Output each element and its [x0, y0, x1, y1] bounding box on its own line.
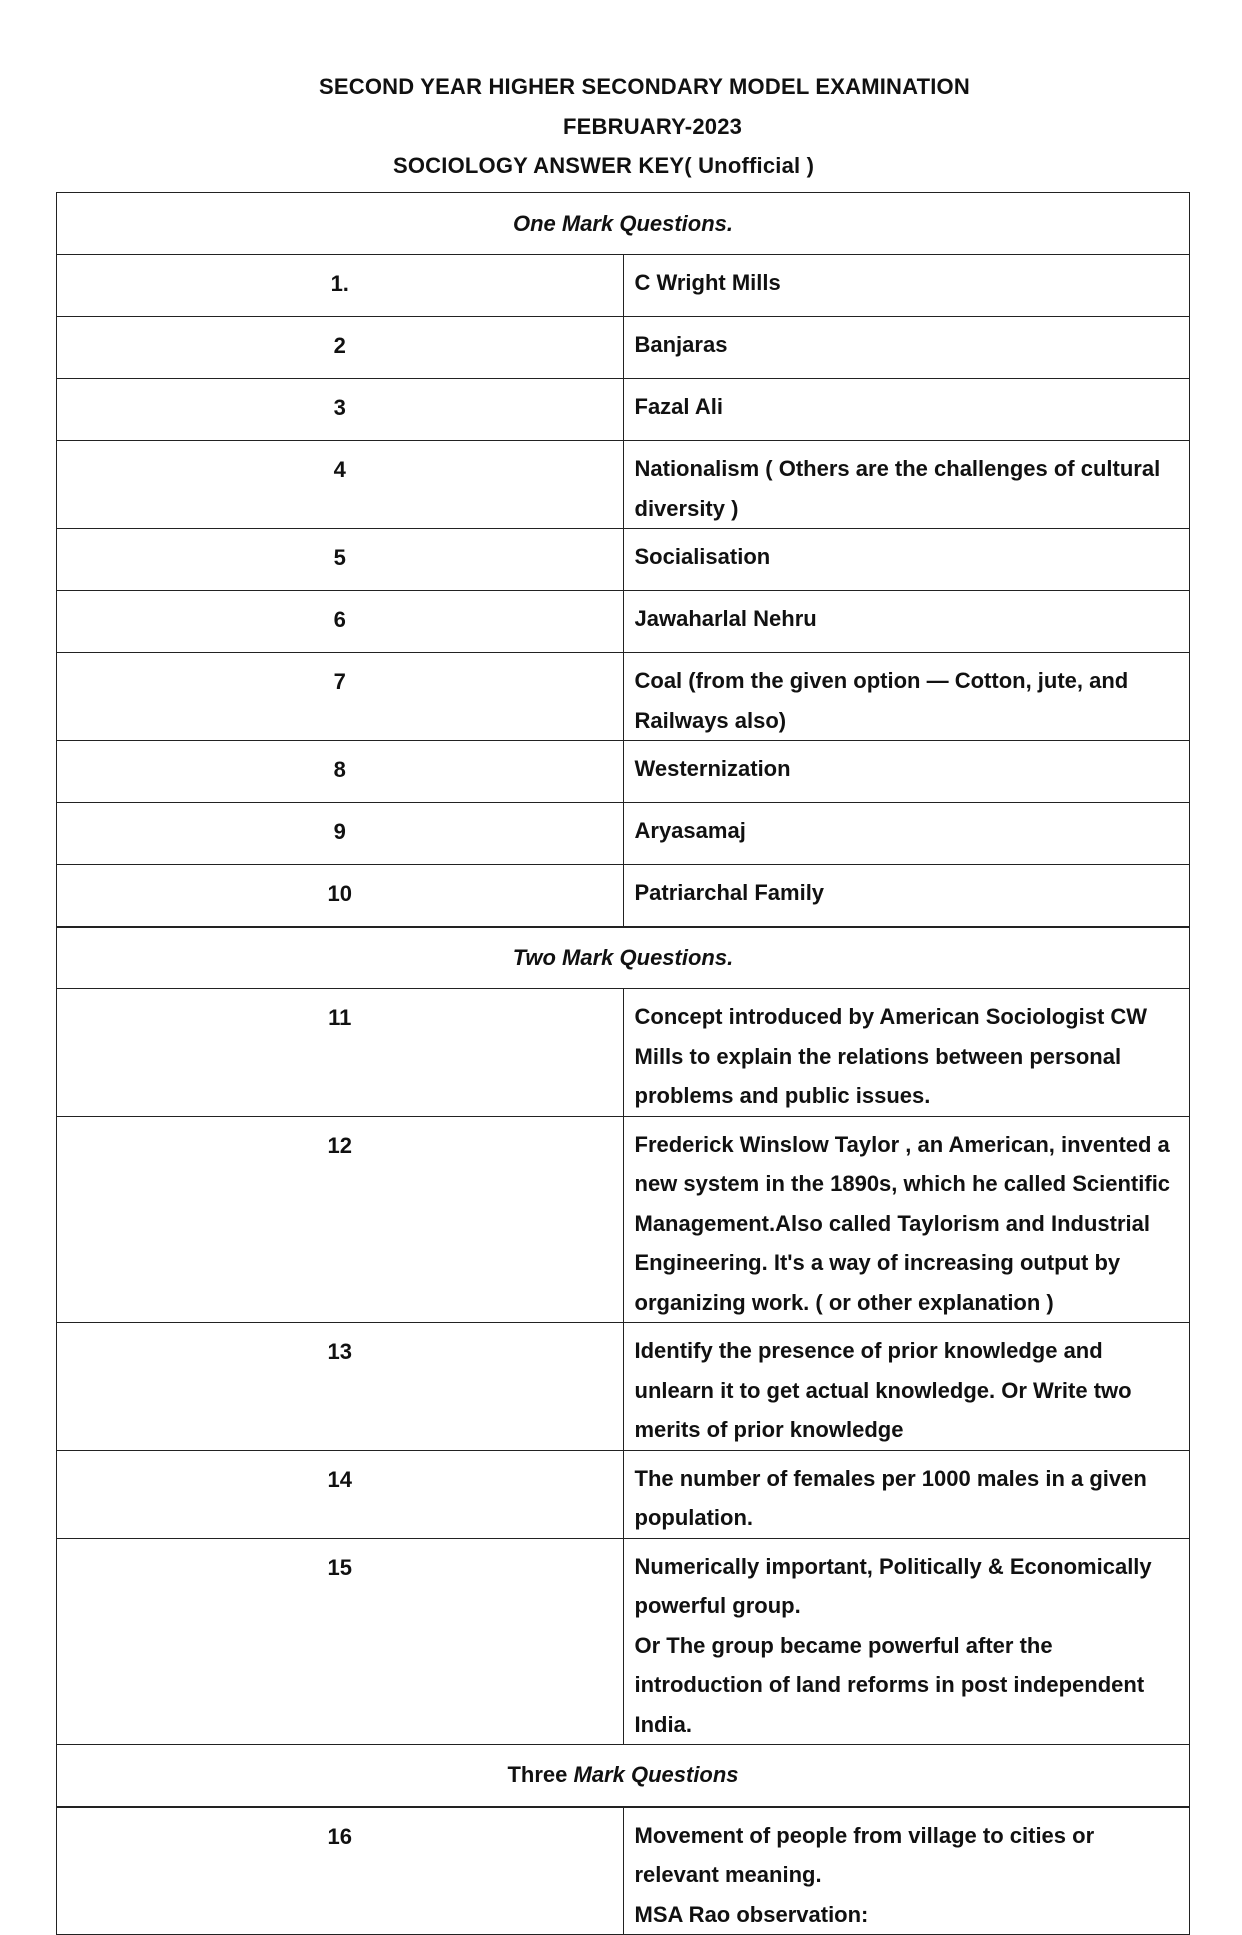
- answer-text: Concept introduced by American Sociologist CW Mills to explain the relations between personal problems and public issues.: [634, 1004, 1148, 1108]
- table-row: [57, 1538, 1190, 1745]
- answer-cell: [623, 591, 1190, 653]
- table-row: [57, 529, 1190, 591]
- table-row: [57, 803, 1190, 865]
- answer-text-line1: Numerically important, Politically & Economically powerful group.: [634, 1553, 1152, 1618]
- question-number: 3: [57, 379, 624, 441]
- question-number: 6: [57, 591, 624, 653]
- answer-text: Socialisation: [634, 544, 771, 569]
- table-row: [57, 865, 1190, 927]
- question-number: 15: [57, 1538, 624, 1745]
- answer-text: Coal (from the given option — Cotton, jute, and Railways also): [634, 668, 1129, 733]
- section-heading-one-mark: [57, 193, 1190, 255]
- answer-cell: [623, 803, 1190, 865]
- answer-cell: [623, 529, 1190, 591]
- answer-cell: [623, 741, 1190, 803]
- section-heading-prefix: Three: [507, 1762, 568, 1788]
- section-row-three-mark: [57, 1745, 1190, 1807]
- answer-cell: [623, 989, 1190, 1117]
- question-number: 7: [57, 653, 624, 741]
- answer-cell: [623, 1450, 1190, 1538]
- answer-cell: [623, 317, 1190, 379]
- question-number: 16: [57, 1807, 624, 1935]
- section-row-two-mark: [57, 927, 1190, 989]
- answer-text: Frederick Winslow Taylor , an American, invented a new system in the 1890s, which he called Scientific Management.Also called Taylorism and Industrial Engineering. It's a way of increasing output by organizing work. ( or other explanation ): [634, 1131, 1171, 1315]
- answer-text: Westernization: [634, 756, 791, 781]
- question-number: 13: [57, 1323, 624, 1451]
- section-heading-label: One Mark Questions.: [512, 210, 734, 236]
- table-row: [57, 1116, 1190, 1323]
- answer-text-line2: Or The group became powerful after the introduction of land reforms in post independent India.: [634, 1632, 1145, 1737]
- exam-date: FEBRUARY-2023: [563, 114, 743, 139]
- answer-cell: [623, 1538, 1190, 1745]
- answer-text: Identify the presence of prior knowledge and unlearn it to get actual knowledge. Or Write two merits of prior knowledge: [634, 1338, 1132, 1442]
- table-row: [57, 591, 1190, 653]
- question-number: 5: [57, 529, 624, 591]
- answer-text-line1: Movement of people from village to cities or relevant meaning.: [634, 1822, 1095, 1887]
- table-row: [57, 317, 1190, 379]
- answer-cell: [623, 1807, 1190, 1935]
- answer-text: C Wright Mills: [634, 270, 781, 295]
- question-number: 9: [57, 803, 624, 865]
- table-row: [57, 255, 1190, 317]
- answer-cell: [623, 379, 1190, 441]
- answer-text: Nationalism ( Others are the challenges of cultural diversity ): [634, 456, 1161, 521]
- answer-cell: [623, 441, 1190, 529]
- answer-cell: [623, 865, 1190, 927]
- table-row: [57, 379, 1190, 441]
- answer-text: The number of females per 1000 males in a given population.: [634, 1465, 1147, 1530]
- question-number: 11: [57, 989, 624, 1117]
- section-heading-label: Two Mark Questions.: [512, 944, 734, 970]
- answer-text: Jawaharlal Nehru: [634, 606, 817, 631]
- answer-cell: [623, 1116, 1190, 1323]
- table-row: [57, 989, 1190, 1117]
- question-number: 4: [57, 441, 624, 529]
- question-number: 14: [57, 1450, 624, 1538]
- question-number: 1.: [57, 255, 624, 317]
- table-row: [57, 1807, 1190, 1935]
- section-heading-two-mark: [57, 927, 1190, 989]
- answer-key-title: SOCIOLOGY ANSWER KEY( Unofficial ): [393, 153, 815, 178]
- exam-title: SECOND YEAR HIGHER SECONDARY MODEL EXAMINATION: [319, 74, 970, 99]
- section-heading-label: Mark Questions: [573, 1762, 739, 1788]
- question-number: 8: [57, 741, 624, 803]
- question-number: 2: [57, 317, 624, 379]
- table-row: [57, 653, 1190, 741]
- answer-text: Aryasamaj: [634, 818, 746, 843]
- table-row: [57, 1450, 1190, 1538]
- section-heading-three-mark: [57, 1745, 1190, 1807]
- section-row-one-mark: [57, 193, 1190, 255]
- answer-cell: [623, 653, 1190, 741]
- answer-text: Patriarchal Family: [634, 880, 825, 905]
- answer-text: Fazal Ali: [634, 394, 723, 419]
- question-number: 10: [57, 865, 624, 927]
- table-row: [57, 1323, 1190, 1451]
- table-row: [57, 741, 1190, 803]
- answer-key-table: [56, 192, 1190, 1935]
- answer-text: Banjaras: [634, 332, 728, 357]
- answer-text-line2: MSA Rao observation:: [634, 1901, 869, 1927]
- question-number: 12: [57, 1116, 624, 1323]
- answer-cell: [623, 1323, 1190, 1451]
- answer-cell: [623, 255, 1190, 317]
- table-row: [57, 441, 1190, 529]
